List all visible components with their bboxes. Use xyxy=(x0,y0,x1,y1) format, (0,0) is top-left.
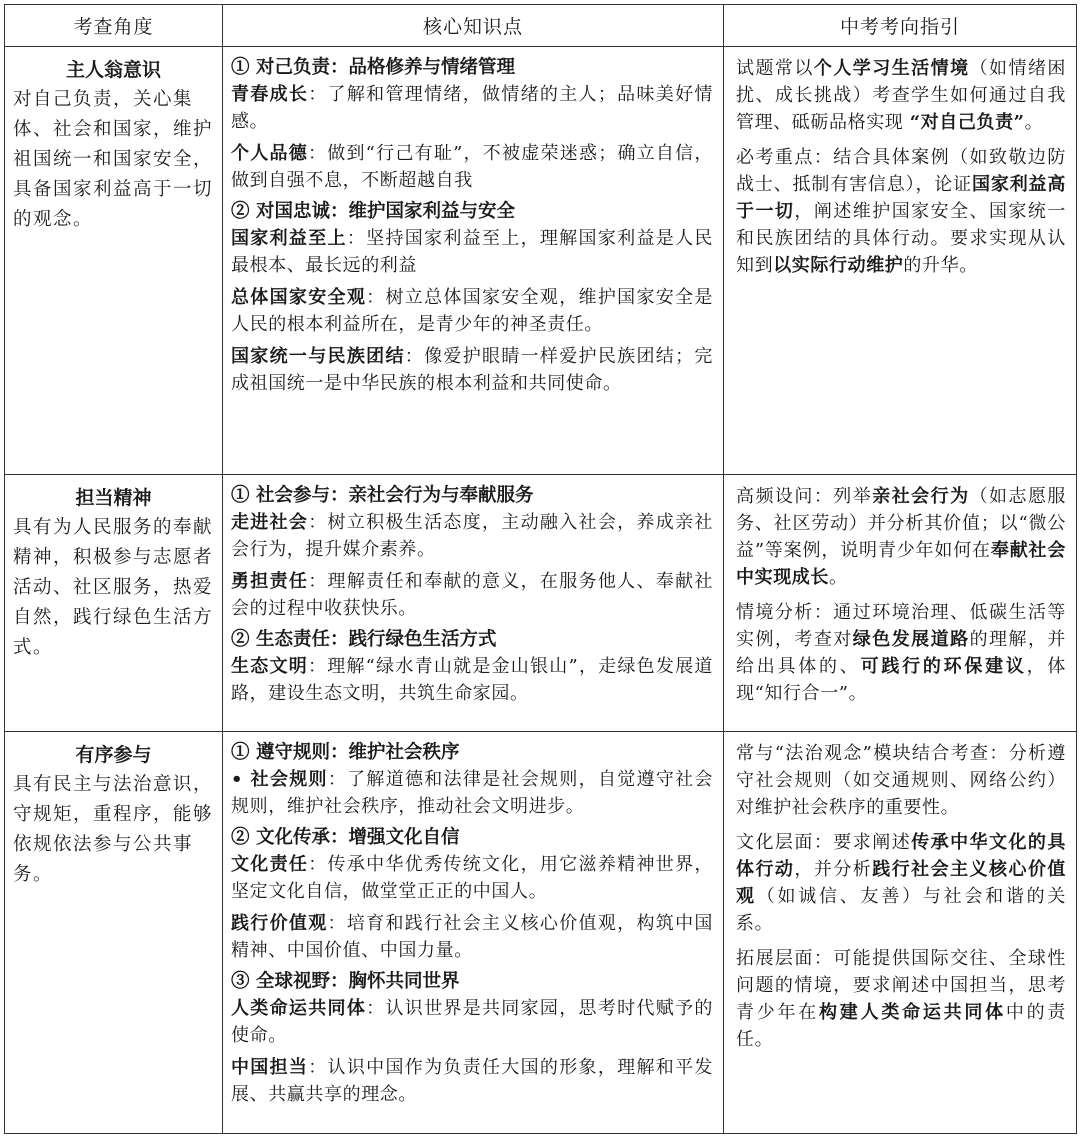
item-term: 中国担当 xyxy=(231,1057,309,1078)
section-title: ② 文化传承：增强文化自信 xyxy=(231,827,460,848)
guide-highlight: “对自己负责” xyxy=(909,112,1025,133)
header-angle: 考查角度 xyxy=(5,5,223,47)
item-text: ：了解和管理情绪，做情绪的主人；品味美好情感。 xyxy=(231,84,713,132)
knowledge-item xyxy=(231,225,713,279)
item-text: ：像爱护眼睛一样爱护民族团结；完成祖国统一是中华民族的根本利益和共同使命。 xyxy=(231,346,713,394)
angle-description: 对自己负责，关心集体、社会和国家，维护祖国统一和国家安全，具备国家利益高于一切的观念。 xyxy=(13,89,214,230)
guide-text: ，并分析 xyxy=(794,859,873,880)
guide-paragraph xyxy=(736,483,1066,591)
item-term: 总体国家安全观 xyxy=(231,287,367,308)
guide-text: 的升华。 xyxy=(903,255,978,276)
item-term: • 社会规则 xyxy=(231,769,328,790)
item-term: 勇担责任 xyxy=(231,571,309,592)
guide-text: 情境分析：通过环境治理、低碳生活等实例，考查对 xyxy=(736,602,1066,650)
knowledge-table xyxy=(4,4,1077,1134)
section-title: ③ 全球视野：胸怀共同世界 xyxy=(231,971,460,992)
guide-paragraph xyxy=(736,945,1066,1053)
guide-highlight: 国家利益高于一切 xyxy=(736,174,1067,222)
item-term: 文化责任 xyxy=(231,854,309,875)
knowledge-item xyxy=(231,995,713,1049)
guide-text: （如诚信、友善）与社会和谐的关系。 xyxy=(736,886,1066,934)
guide-highlight: 以实际行动维护 xyxy=(773,255,904,276)
item-text: ：树立积极生活态度，主动融入社会，养成亲社会行为，提升媒介素养。 xyxy=(231,512,713,560)
table-row xyxy=(5,475,1077,732)
guide-cell xyxy=(724,475,1077,732)
angle-cell xyxy=(5,47,223,475)
knowledge-item xyxy=(231,1054,713,1108)
item-term: 走进社会 xyxy=(231,512,309,533)
item-term: 青春成长 xyxy=(231,84,309,105)
item-text: ：认识中国作为负责任大国的形象，理解和平发展、共赢共享的理念。 xyxy=(231,1057,713,1105)
guide-text: ，阐述维护国家安全、国家统一和民族团结的具体行动。要求实现从认知到 xyxy=(736,201,1066,276)
guide-text: 。 xyxy=(829,567,848,588)
item-text: ：认识世界是共同家园，思考时代赋予的使命。 xyxy=(231,998,713,1046)
knowledge-item xyxy=(231,140,713,194)
table-row xyxy=(5,47,1077,475)
item-term: 践行价值观 xyxy=(231,913,328,934)
guide-cell xyxy=(724,47,1077,475)
guide-highlight: 构建人类命运共同体 xyxy=(819,1002,1006,1023)
guide-text: 中的责任。 xyxy=(736,1002,1066,1050)
header-knowledge: 核心知识点 xyxy=(223,5,724,47)
knowledge-item xyxy=(231,509,713,563)
guide-paragraph xyxy=(736,740,1066,821)
item-text: ：坚持国家利益至上，理解国家利益是人民最根本、最长远的利益 xyxy=(231,228,713,276)
item-text: ：培育和践行社会主义核心价值观，构筑中国精神、中国价值、中国力量。 xyxy=(231,913,714,961)
knowledge-cell xyxy=(223,475,724,732)
item-text: ：了解道德和法律是社会规则，自觉遵守社会规则，维护社会秩序，推动社会文明进步。 xyxy=(231,769,714,817)
knowledge-item xyxy=(231,343,713,397)
section-title: ② 对国忠诚：维护国家利益与安全 xyxy=(231,201,515,222)
guide-text: ，体现“知行合一”。 xyxy=(736,656,1066,704)
item-term: 国家统一与民族团结 xyxy=(231,346,405,367)
item-term: 国家利益至上 xyxy=(231,228,347,249)
angle-cell xyxy=(5,732,223,1134)
item-term: 生态文明 xyxy=(231,656,308,677)
angle-description: 具有民主与法治意识，守规矩，重程序，能够依规依法参与公共事务。 xyxy=(13,774,214,885)
guide-paragraph xyxy=(736,599,1066,707)
item-term: 个人品德 xyxy=(231,143,308,164)
angle-title: 主人翁意识 xyxy=(65,59,161,81)
guide-text: （如情绪困扰、成长挑战）考查学生如何通过自我管理、砥砺品格实现 xyxy=(736,58,1067,133)
angle-cell xyxy=(5,475,223,732)
table-row xyxy=(5,732,1077,1134)
knowledge-item xyxy=(231,851,713,905)
section-title: ① 社会参与：亲社会行为与奉献服务 xyxy=(231,485,534,506)
knowledge-item xyxy=(231,653,713,707)
guide-highlight: 个人学习生活情境 xyxy=(813,58,970,79)
guide-cell xyxy=(724,732,1077,1134)
item-text: ：做到“行己有耻”，不被虚荣迷惑；确立自信，做到自强不息，不断超越自我 xyxy=(231,143,713,191)
knowledge-item xyxy=(231,568,713,622)
guide-highlight: 践行社会主义核心价值观 xyxy=(736,859,1067,907)
guide-text: 常与“法治观念”模块结合考查：分析遵守社会规则（如交通规则、网络公约）对维护社会秩序的重要性。 xyxy=(736,743,1066,818)
guide-highlight: 亲社会行为 xyxy=(872,486,970,507)
knowledge-cell xyxy=(223,47,724,475)
item-text: ：传承中华优秀传统文化，用它滋养精神世界，坚定文化自信，做堂堂正正的中国人。 xyxy=(231,854,713,902)
guide-text: 。 xyxy=(1024,112,1044,133)
header-row xyxy=(5,5,1077,47)
guide-text: 文化层面：要求阐述 xyxy=(736,832,912,853)
guide-paragraph xyxy=(736,829,1066,937)
section-title: ① 对己负责：品格修养与情绪管理 xyxy=(231,57,515,78)
guide-text: 试题常以 xyxy=(736,58,814,79)
guide-highlight: 可践行的环保建议 xyxy=(860,656,1027,677)
section-title: ① 遵守规则：维护社会秩序 xyxy=(231,742,460,763)
section-title: ② 生态责任：践行绿色生活方式 xyxy=(231,629,497,650)
guide-highlight: 绿色发展道路 xyxy=(852,629,970,650)
knowledge-item xyxy=(231,81,713,135)
item-text: ：理解责任和奉献的意义，在服务他人、奉献社会的过程中收获快乐。 xyxy=(231,571,713,619)
item-text: ：理解“绿水青山就是金山银山”，走绿色发展道路，建设生态文明，共筑生命家园。 xyxy=(231,656,713,704)
angle-title: 有序参与 xyxy=(75,744,152,766)
knowledge-item xyxy=(231,284,713,338)
guide-text: 拓展层面：可能提供国际交往、全球性问题的情境，要求阐述中国担当，思考青少年在 xyxy=(736,948,1066,1023)
item-text: ：树立总体国家安全观，维护国家安全是人民的根本利益所在，是青少年的神圣责任。 xyxy=(231,287,713,335)
guide-text: 的理解，并给出具体的、 xyxy=(736,629,1067,677)
guide-paragraph xyxy=(736,144,1066,279)
guide-text: （如志愿服务、社区劳动）并分析其价值；以“微公益”等案例，说明青少年如何在 xyxy=(736,486,1067,561)
item-term: 人类命运共同体 xyxy=(231,998,367,1019)
guide-highlight: 奉献社会中实现成长 xyxy=(736,540,1066,588)
guide-highlight: 传承中华文化的具体行动 xyxy=(736,832,1066,880)
knowledge-item xyxy=(231,766,713,820)
knowledge-cell xyxy=(223,732,724,1134)
guide-text: 必考重点：结合具体案例（如致敬边防战士、抵制有害信息），论证 xyxy=(736,147,1066,195)
knowledge-item xyxy=(231,910,713,964)
guide-text: 高频设问：列举 xyxy=(736,486,873,507)
guide-paragraph xyxy=(736,55,1066,136)
angle-description: 具有为人民服务的奉献精神，积极参与志愿者活动、社区服务，热爱自然，践行绿色生活方式。 xyxy=(13,517,214,658)
header-guide: 中考考向指引 xyxy=(724,5,1077,47)
angle-title: 担当精神 xyxy=(75,487,152,509)
